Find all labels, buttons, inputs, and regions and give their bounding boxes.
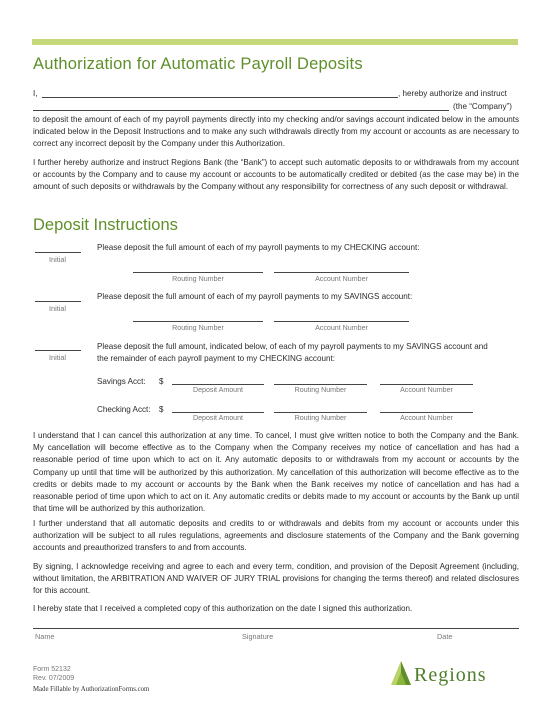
terms-paragraph-1: I understand that I can cancel this authorization at any time. To cancel, I must give written notice to both the Company and the Bank. My cancellation will become effective as to the Company when the Company receives my notice of cancellation and has had a reasonable period of time upon which to act on it. Any automatic deposits to or withdrawals from my account or accounts by the Company up until that time will be authorized by this authorization. My cancellation of this authorization will become effective as to the credits or debits made to my account or accounts by the Bank when the Bank receives my notice of cancellation and has had a reasonable period of time upon which to act on it. Any automatic credits or debits made to my account or accounts by the Bank up until that time will be authorized by this authorization. [33, 431, 519, 514]
routing-number-field-1[interactable] [133, 272, 263, 273]
form-number: Form 52132 [33, 666, 71, 673]
deposit-amount-caption: Deposit Amount [192, 414, 244, 422]
account-number-field-2[interactable] [274, 321, 409, 322]
initial-label: Initial [49, 255, 67, 264]
routing-number-caption: Routing Number [172, 275, 224, 283]
revision-date: Rev. 07/2009 [33, 675, 75, 682]
checking-routing-number-field[interactable] [274, 412, 367, 413]
name-caption: Name [35, 632, 55, 641]
initial-field-checking[interactable] [35, 252, 81, 253]
checking-deposit-amount-field[interactable] [172, 412, 264, 413]
option-split-text-2: the remainder of each payroll payment to my CHECKING account: [97, 354, 335, 363]
terms-paragraph-3: By signing, I acknowledge receiving and agree to each and every term, condition, and provision of the Deposit Agreement (including, without limitation, the ARBITRATION AND WAIVER OF JURY TRIAL provisions for changing the terms thereof) and related disclosures for this account. [33, 562, 519, 596]
employee-name-field[interactable] [42, 97, 398, 98]
dollar-sign: $ [159, 377, 164, 386]
intro-paragraph-1: to deposit the amount of each of my payroll payments directly into my checking and/or savings account indicated below in the amounts indicated below in the Deposit Instructions and to make any such withdrawals directly from my account or accounts as are necessary to correct any incorrect deposit by the Company under this Authorization. [33, 115, 519, 149]
option-savings-text: Please deposit the full amount of each of my payroll payments to my SAVINGS account: [97, 292, 413, 301]
company-label: (the “Company”) [453, 102, 512, 111]
option-split-text-1: Please deposit the full amount, indicated below, of each of my payroll payments to my SAVINGS account and [97, 342, 488, 351]
made-fillable-note: Made Fillable by AuthorizationForms.com [33, 686, 150, 693]
account-number-field-1[interactable] [274, 272, 409, 273]
savings-acct-label: Savings Acct: [97, 377, 146, 386]
savings-deposit-amount-field[interactable] [172, 384, 264, 385]
routing-number-caption: Routing Number [294, 414, 347, 422]
routing-number-caption: Routing Number [294, 386, 347, 394]
account-number-caption: Account Number [315, 324, 368, 332]
intro-suffix: , hereby authorize and instruct [398, 89, 507, 98]
section-heading-deposit: Deposit Instructions [33, 216, 178, 234]
savings-account-number-field[interactable] [380, 384, 473, 385]
company-name-field[interactable] [33, 110, 449, 111]
terms-paragraph-4: I hereby state that I received a completed copy of this authorization on the date I signed this authorization. [33, 604, 413, 613]
date-caption: Date [437, 632, 453, 641]
signature-caption: Signature [242, 632, 274, 641]
savings-routing-number-field[interactable] [274, 384, 367, 385]
account-number-caption: Account Number [315, 275, 368, 283]
initial-label: Initial [49, 353, 67, 362]
routing-number-caption: Routing Number [172, 324, 224, 332]
account-number-caption: Account Number [400, 414, 453, 422]
page-title: Authorization for Automatic Payroll Deposits [33, 55, 363, 73]
checking-acct-label: Checking Acct: [97, 405, 151, 414]
initial-field-split[interactable] [35, 350, 81, 351]
dollar-sign: $ [159, 405, 164, 414]
intro-prefix: I, [33, 89, 38, 98]
deposit-amount-caption: Deposit Amount [192, 386, 244, 394]
checking-account-number-field[interactable] [380, 412, 473, 413]
signature-line[interactable] [33, 628, 519, 629]
account-number-caption: Account Number [400, 386, 453, 394]
option-checking-text: Please deposit the full amount of each of my payroll payments to my CHECKING account: [97, 243, 420, 252]
terms-paragraph-2: I further understand that all automatic deposits and credits to or withdrawals and debits from my account or accounts under this authorization will be subject to all rules regulations, agreements and disclosure statements of the Company and the Bank governing accounts and preauthorized transfers to and from accounts. [33, 519, 519, 553]
initial-label: Initial [49, 304, 67, 313]
header-accent-bar [32, 39, 518, 45]
routing-number-field-2[interactable] [133, 321, 263, 322]
intro-paragraph-2: I further hereby authorize and instruct Regions Bank (the “Bank”) to accept such automatic deposits to or withdrawals from my account or accounts by the Company and to cause my account or accounts to be automatically credited or debited (as the case may be) in the amount of such deposits or withdrawals by the Company without any responsibility for correctness of any such deposit or withdrawal. [33, 158, 519, 192]
initial-field-savings[interactable] [35, 301, 81, 302]
regions-triangle-logo-icon [390, 660, 412, 686]
regions-logo-text: Regions [414, 664, 487, 686]
